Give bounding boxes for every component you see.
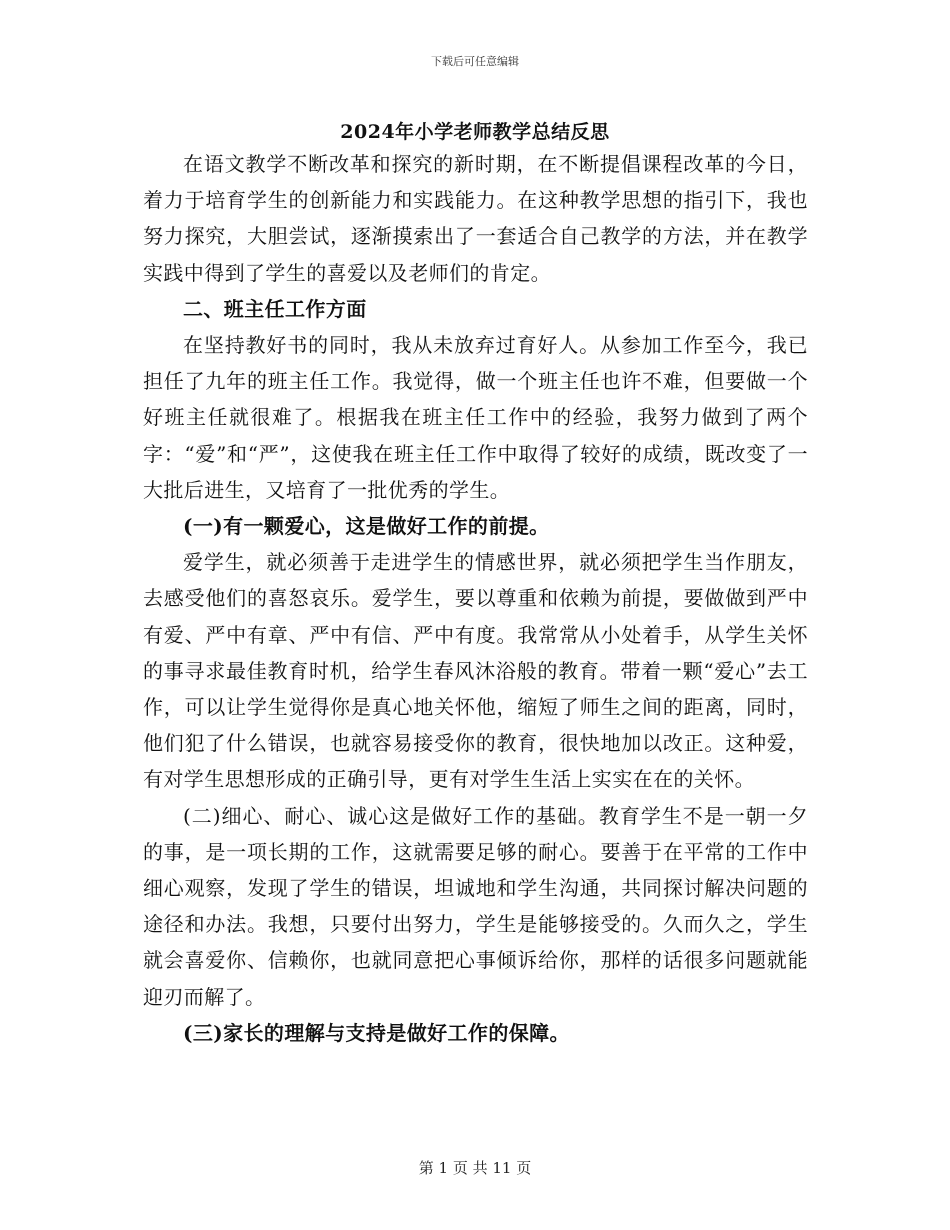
document-title: 2024年小学老师教学总结反思 — [340, 121, 610, 143]
document-body — [143, 146, 808, 1051]
subheading-loving-heart: (一)有一颗爱心，这是做好工作的前提。 — [183, 514, 550, 539]
subheading-parent-support: (三)家长的理解与支持是做好工作的保障。 — [183, 1020, 570, 1045]
page-number-footer: 第 1 页 共 11 页 — [418, 1159, 532, 1177]
page-header-note: 下载后可任意编辑 — [431, 55, 519, 68]
paragraph-intro: 在语文教学不断改革和探究的新时期，在不断提倡课程改革的今日，着力于培育学生的创新能力和实践能力。在这种教学思想的指引下，我也努力探究，大胆尝试，逐渐摸索出了一套适合自己教学的方法，并在教学实践中得到了学生的喜爱以及老师们的肯定。 — [143, 152, 808, 285]
section-heading-head-teacher-work: 二、班主任工作方面 — [183, 296, 367, 321]
paragraph-head-teacher-experience: 在坚持教好书的同时，我从未放弃过育好人。从参加工作至今，我已担任了九年的班主任工作。我觉得，做一个班主任也许不难，但要做一个好班主任就很难了。根据我在班主任工作中的经验，我努力做到了两个字：“爱”和“严”，这使我在班主任工作中取得了较好的成绩，既改变了一大批后进生，又培育了一批优秀的学生。 — [143, 333, 808, 502]
paragraph-patience-sincerity: (二)细心、耐心、诚心这是做好工作的基础。教育学生不是一朝一夕的事，是一项长期的工作，这就需要足够的耐心。要善于在平常的工作中细心观察，发现了学生的错误，坦诚地和学生沟通，共同探讨解决问题的途径和办法。我想，只要付出努力，学生是能够接受的。久而久之，学生就会喜爱你、信赖你，也就同意把心事倾诉给你，那样的话很多问题就能迎刃而解了。 — [143, 803, 808, 1009]
paragraph-loving-students: 爱学生，就必须善于走进学生的情感世界，就必须把学生当作朋友，去感受他们的喜怒哀乐。爱学生，要以尊重和依赖为前提，要做做到严中有爱、严中有章、严中有信、严中有度。我常常从小处着手，从学生关怀的事寻求最佳教育时机，给学生春风沐浴般的教育。带着一颗“爱心”去工作，可以让学生觉得你是真心地关怀他，缩短了师生之间的距离，同时，他们犯了什么错误，也就容易接受你的教育，很快地加以改正。这种爱，有对学生思想形成的正确引导，更有对学生生活上实实在在的关怀。 — [143, 550, 808, 792]
